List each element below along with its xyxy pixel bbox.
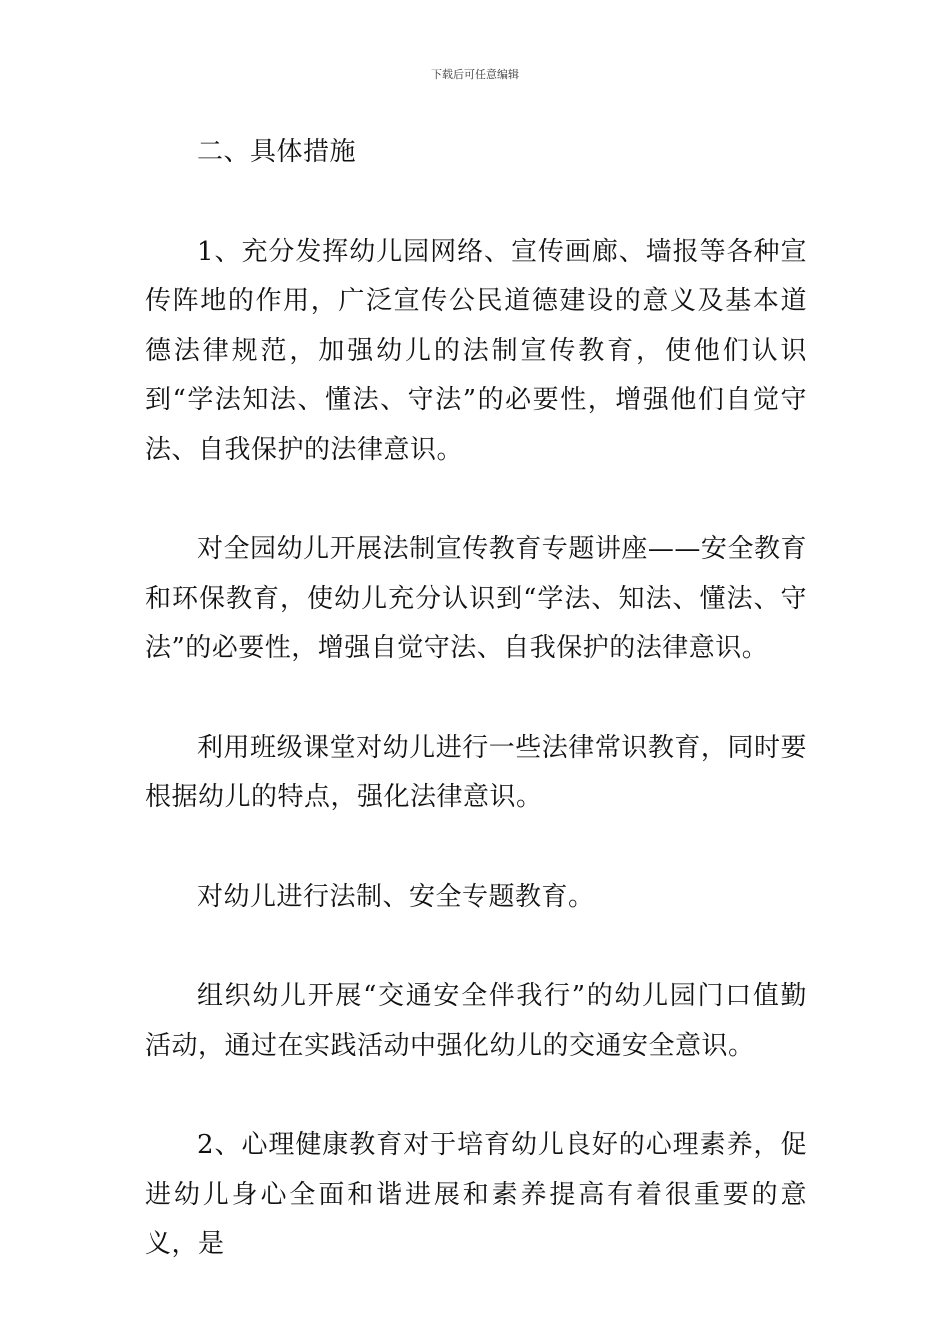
header-note: 下载后可任意编辑 [431, 68, 519, 81]
paragraph-classroom: 利用班级课堂对幼儿进行一些法律常识教育，同时要根据幼儿的特点，强化法律意识。 [145, 732, 807, 812]
document-body [145, 128, 807, 1320]
paragraph-special-education: 对幼儿进行法制、安全专题教育。 [197, 881, 595, 912]
paragraph-measure-1: 1、充分发挥幼儿园网络、宣传画廊、墙报等各种宣传阵地的作用，广泛宣传公民道德建设的意义及基本道德法律规范，加强幼儿的法制宣传教育，使他们认识到“学法知法、懂法、守法”的必要性，增强他们自觉守法、自我保护的法律意识。 [145, 236, 807, 465]
section-heading: 二、具体措施 [197, 137, 357, 167]
paragraph-traffic-safety: 组织幼儿开展“交通安全伴我行”的幼儿园门口值勤活动，通过在实践活动中强化幼儿的交通安全意识。 [145, 981, 807, 1061]
paragraph-measure-2: 2、心理健康教育对于培育幼儿良好的心理素养，促进幼儿身心全面和谐进展和素养提高有着很重要的意义，是 [145, 1130, 807, 1259]
paragraph-lecture: 对全园幼儿开展法制宣传教育专题讲座——安全教育和环保教育，使幼儿充分认识到“学法、知法、懂法、守法”的必要性，增强自觉守法、自我保护的法律意识。 [145, 534, 807, 663]
